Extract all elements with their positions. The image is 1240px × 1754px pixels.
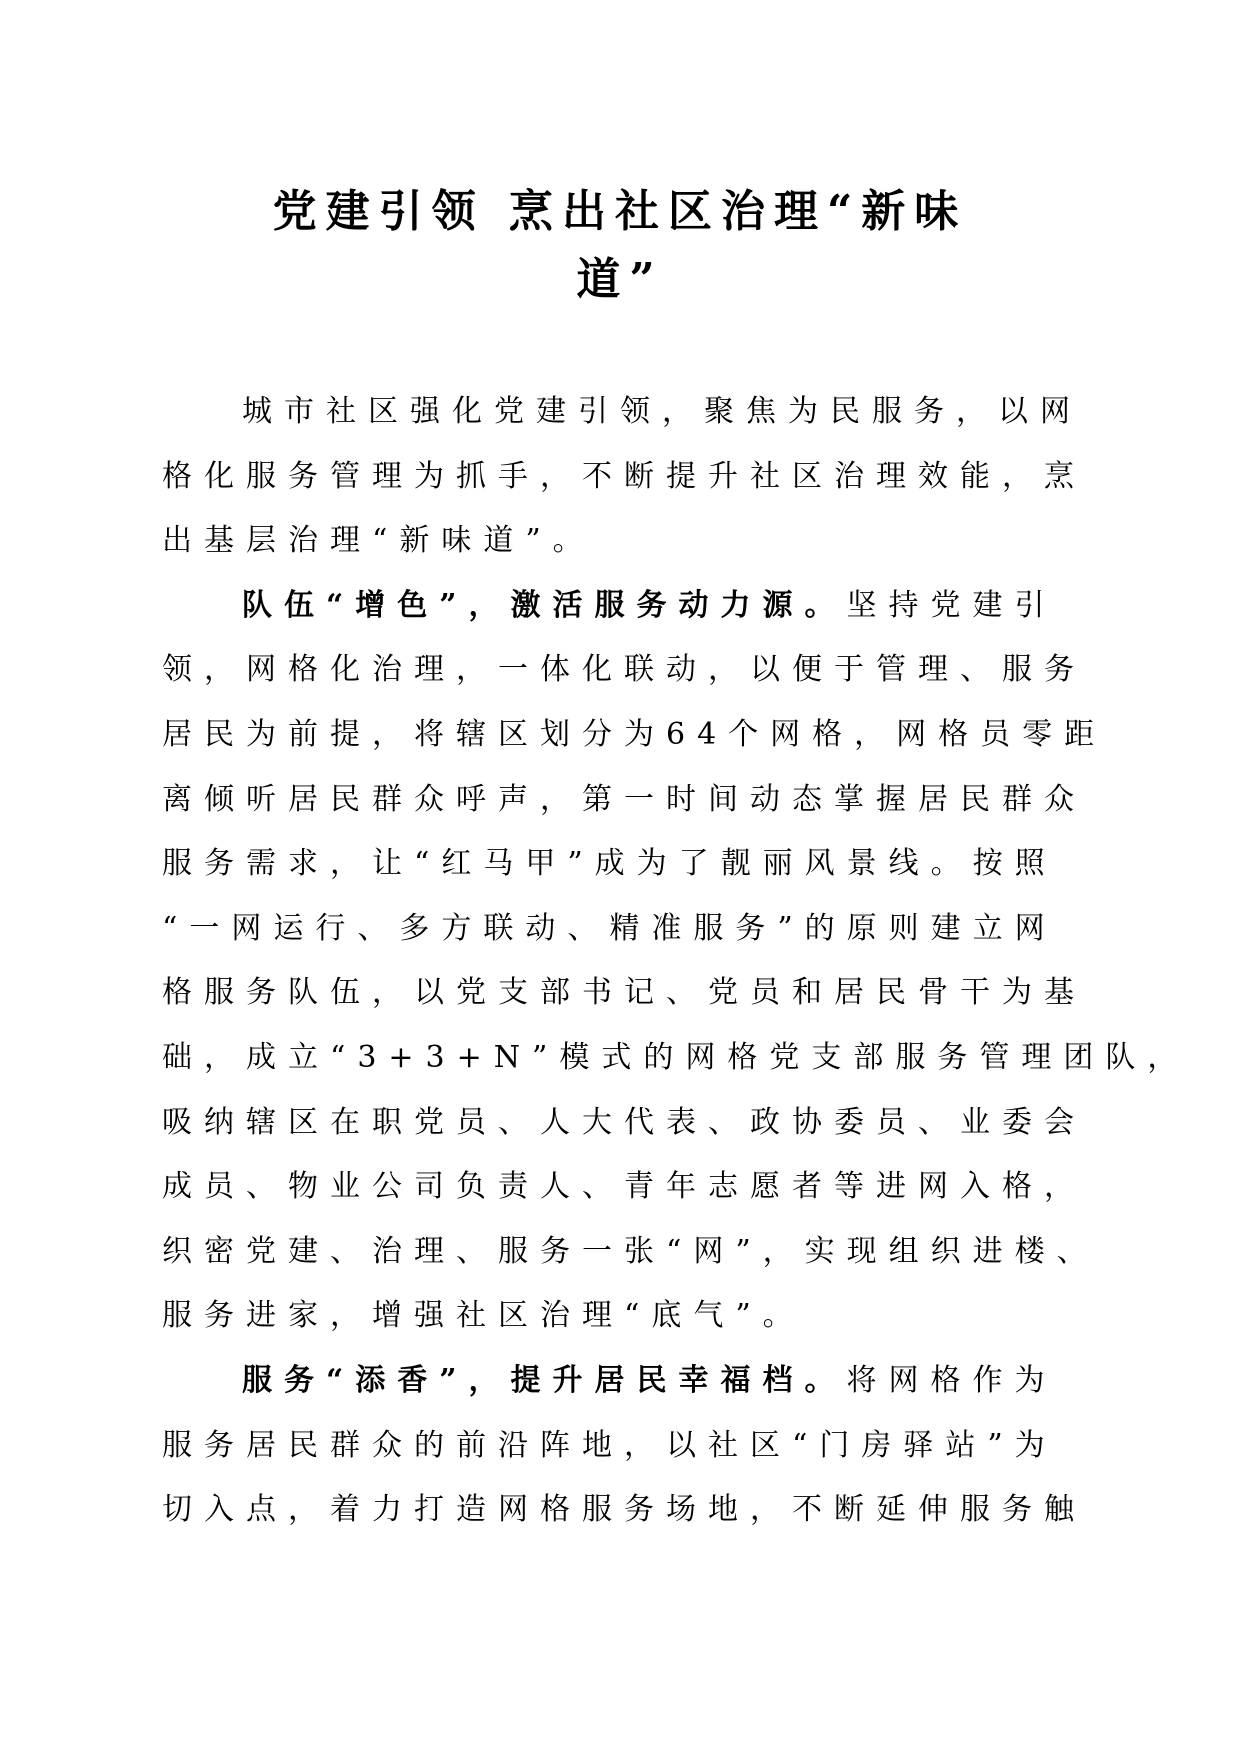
- paragraph-service: [162, 1349, 1102, 1543]
- paragraph-line: “一网运行、多方联动、精准服务”的原则建立网: [162, 910, 1057, 946]
- title-line-1: 党建引领 烹出社区治理“新味: [272, 186, 968, 237]
- paragraph-line: 成员、物业公司负责人、青年志愿者等进网入格，: [162, 1169, 1086, 1205]
- paragraph-line: 服务需求，让“红马甲”成为了靓丽风景线。按照: [162, 846, 1057, 882]
- paragraph-intro: [162, 380, 1102, 574]
- paragraph-line: 出基层治理“新味道”。: [162, 523, 595, 559]
- paragraph-line: 领，网格化治理，一体化联动，以便于管理、服务: [162, 652, 1086, 688]
- paragraph-line: 居民为前提，将辖区划分为64个网格，网格员零距: [162, 716, 1107, 752]
- paragraph-line: 切入点，着力打造网格服务场地，不断延伸服务触: [162, 1492, 1086, 1528]
- paragraph-line: 城市社区强化党建引领，聚焦为民服务，以网: [242, 394, 1082, 429]
- paragraph-lead-heading: 队伍“增色”，激活服务动力源。: [242, 587, 847, 623]
- paragraph-line: 织密党建、治理、服务一张“网”，实现组织进楼、: [162, 1233, 1099, 1269]
- paragraph-line: 服务居民群众的前沿阵地，以社区“门房驿站”为: [162, 1427, 1057, 1463]
- paragraph-line-rest: 将网格作为: [846, 1362, 1057, 1398]
- paragraph-line: 服务进家，增强社区治理“底气”。: [162, 1298, 805, 1334]
- paragraph-line-rest: 坚持党建引: [846, 587, 1057, 623]
- paragraph-team: [162, 574, 1190, 1349]
- paragraph-line: 离倾听居民群众呼声，第一时间动态掌握居民群众: [162, 781, 1086, 817]
- paragraph-line: 格服务队伍，以党支部书记、党员和居民骨干为基: [162, 975, 1086, 1011]
- paragraph-first-line: [162, 1349, 1102, 1414]
- paragraph-line: 础，成立“3+3+N”模式的网格党支部服务管理团队，: [162, 1039, 1190, 1075]
- paragraph-line: 吸纳辖区在职党员、人大代表、政协委员、业委会: [162, 1104, 1086, 1140]
- paragraph-line: 格化服务管理为抓手，不断提升社区治理效能，烹: [162, 458, 1086, 494]
- title-line-2: 道”: [576, 254, 664, 305]
- document-body: [162, 380, 1190, 1543]
- paragraph-first-line: [162, 574, 1102, 639]
- paragraph-lead-heading: 服务“添香”，提升居民幸福档。: [242, 1362, 847, 1398]
- document-title: [200, 178, 1040, 314]
